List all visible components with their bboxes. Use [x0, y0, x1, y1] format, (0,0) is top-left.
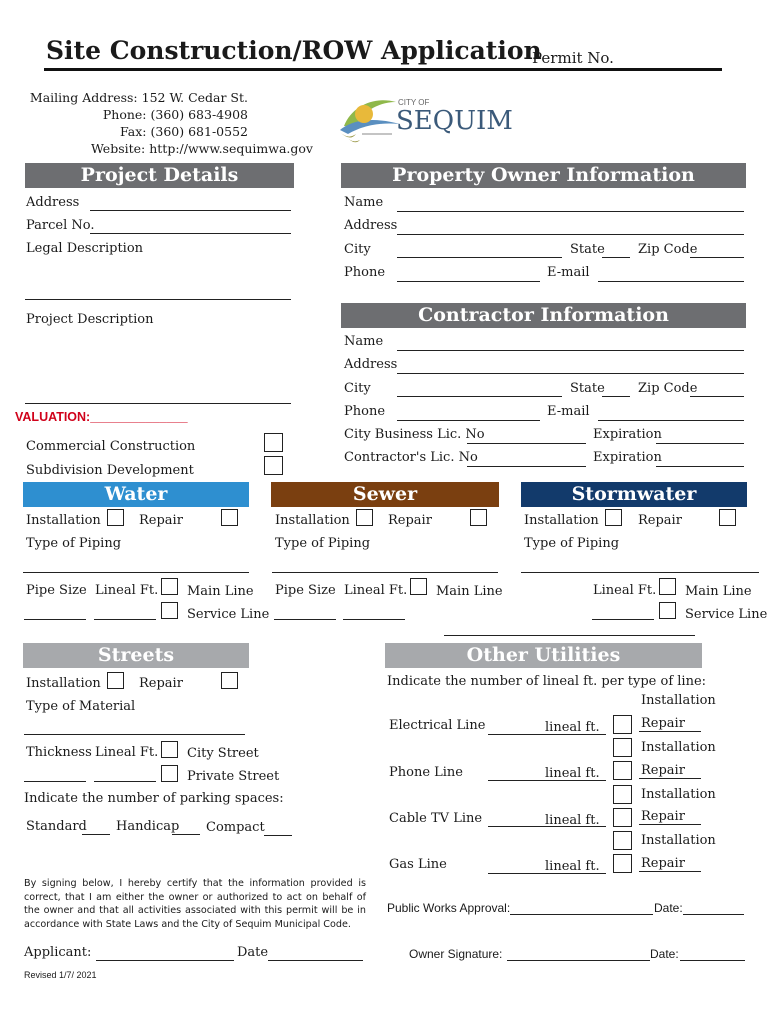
sewer-main-line-checkbox[interactable]	[410, 578, 427, 595]
city-street-label: City Street	[187, 746, 259, 761]
mailing-block: Mailing Address: 152 W. Cedar St. Phone: (360) 683-4908 Fax: (360) 681-0552 Website: http://www.sequimwa.gov	[29, 90, 313, 156]
business-lic-expiration-field[interactable]	[656, 443, 744, 444]
private-street-checkbox[interactable]	[161, 765, 178, 782]
revised-date: Revised 1/7/ 2021	[24, 970, 97, 980]
water-pipe-size-label: Pipe Size	[26, 583, 87, 598]
project-description-field[interactable]	[25, 403, 291, 404]
standard-label: Standard	[26, 819, 87, 834]
cable-installation-checkbox[interactable]	[613, 785, 632, 804]
contractor-state-label: State	[570, 381, 605, 396]
mailing-website: http://www.sequimwa.gov	[149, 141, 313, 156]
contractor-phone-label: Phone	[344, 404, 386, 419]
contractor-phone-field[interactable]	[397, 420, 540, 421]
parking-label: Indicate the number of parking spaces:	[24, 791, 284, 806]
streets-repair-checkbox[interactable]	[221, 672, 238, 689]
public-works-label: Public Works Approval:	[387, 901, 511, 915]
sewer-piping-field[interactable]	[272, 572, 498, 573]
owner-address-field[interactable]	[397, 234, 744, 235]
cable-repair-label: Repair	[641, 809, 685, 824]
owner-zip-field[interactable]	[690, 257, 744, 258]
title-rule	[44, 68, 722, 71]
gas-installation-checkbox[interactable]	[613, 831, 632, 850]
owner-name-label: Name	[344, 195, 384, 210]
parcel-label: Parcel No.	[26, 218, 95, 233]
owner-signature-label: Owner Signature:	[409, 947, 503, 961]
phone-installation-label: Installation	[641, 740, 716, 755]
owner-city-field[interactable]	[397, 257, 562, 258]
owner-address-label: Address	[344, 218, 398, 233]
phone-repair-label: Repair	[641, 763, 685, 778]
contractor-lic-expiration-label: Expiration	[593, 450, 662, 465]
contractor-address-field[interactable]	[397, 373, 744, 374]
sewer-pipe-size-field[interactable]	[274, 619, 336, 620]
commercial-checkbox[interactable]	[264, 433, 283, 452]
electrical-line-label: Electrical Line	[389, 718, 486, 733]
phone-installation-checkbox[interactable]	[613, 738, 632, 757]
owner-date-field[interactable]	[680, 960, 745, 961]
streets-lineal-field[interactable]	[94, 781, 156, 782]
water-repair-label: Repair	[139, 513, 183, 528]
storm-main-line-checkbox[interactable]	[659, 578, 676, 595]
contractor-lic-label: Contractor's Lic. No	[344, 450, 478, 465]
owner-zip-label: Zip Code	[638, 242, 698, 257]
business-lic-label: City Business Lic. No	[344, 427, 485, 442]
applicant-label: Applicant:	[24, 945, 92, 960]
handicap-label: Handicap	[116, 819, 180, 834]
electrical-installation-label: Installation	[641, 693, 716, 708]
contractor-lic-field[interactable]	[467, 466, 586, 467]
public-works-field[interactable]	[510, 914, 653, 915]
streets-thickness-field[interactable]	[24, 781, 86, 782]
storm-lineal-label: Lineal Ft.	[593, 583, 657, 598]
cable-repair-field[interactable]	[639, 824, 701, 825]
phone-line-label: Phone Line	[389, 765, 464, 780]
streets-material-field[interactable]	[24, 734, 245, 735]
project-details-header: Project Details	[25, 163, 294, 188]
contractor-email-field[interactable]	[598, 420, 744, 421]
storm-piping-field[interactable]	[521, 572, 759, 573]
legal-description-label: Legal Description	[26, 241, 144, 256]
water-piping-label: Type of Piping	[26, 536, 122, 551]
streets-installation-label: Installation	[26, 676, 101, 691]
electrical-repair-label: Repair	[641, 716, 685, 731]
storm-main-line-label: Main Line	[685, 584, 752, 599]
gas-repair-checkbox[interactable]	[613, 854, 632, 873]
compact-label: Compact	[206, 820, 265, 835]
electrical-lineal-ft: lineal ft.	[545, 720, 600, 735]
logo-name: SEQUIM	[396, 106, 513, 136]
sewer-header: Sewer	[271, 482, 499, 507]
subdivision-checkbox[interactable]	[264, 456, 283, 475]
contractor-city-label: City	[344, 381, 371, 396]
logo-city-of: CITY OF	[398, 98, 430, 107]
electrical-checkbox[interactable]	[613, 715, 632, 734]
valuation-label[interactable]: VALUATION:______________	[15, 410, 188, 424]
sewer-piping-label: Type of Piping	[275, 536, 371, 551]
water-repair-checkbox[interactable]	[221, 509, 238, 526]
subdivision-label: Subdivision Development	[26, 463, 194, 478]
mailing-fax: (360) 681-0552	[150, 124, 248, 139]
mailing-address: 152 W. Cedar St.	[141, 90, 248, 105]
owner-email-field[interactable]	[598, 281, 744, 282]
water-piping-field[interactable]	[23, 572, 249, 573]
sewer-repair-checkbox[interactable]	[470, 509, 487, 526]
stormwater-header: Stormwater	[521, 482, 747, 507]
gas-line-label: Gas Line	[389, 857, 447, 872]
city-street-checkbox[interactable]	[161, 741, 178, 758]
owner-city-label: City	[344, 242, 371, 257]
cable-lineal-ft: lineal ft.	[545, 813, 600, 828]
water-installation-label: Installation	[26, 513, 101, 528]
electrical-repair-field[interactable]	[639, 731, 701, 732]
owner-phone-field[interactable]	[397, 281, 540, 282]
project-description-label: Project Description	[26, 312, 154, 327]
permit-label: Permit No.	[532, 49, 614, 67]
project-address-field[interactable]	[90, 210, 291, 211]
water-pipe-size-field[interactable]	[24, 619, 86, 620]
page-title: Site Construction/ROW Application	[46, 36, 542, 65]
storm-repair-checkbox[interactable]	[719, 509, 736, 526]
compact-field[interactable]	[264, 835, 292, 836]
other-utilities-header: Other Utilities	[385, 643, 702, 668]
water-lineal-label: Lineal Ft.	[95, 583, 159, 598]
storm-installation-label: Installation	[524, 513, 599, 528]
owner-state-label: State	[570, 242, 605, 257]
water-main-line-label: Main Line	[187, 584, 254, 599]
mailing-phone: (360) 683-4908	[150, 107, 248, 122]
gas-repair-field[interactable]	[639, 871, 701, 872]
owner-date-label: Date:	[650, 947, 679, 961]
sewer-installation-label: Installation	[275, 513, 350, 528]
public-works-date-label: Date:	[654, 901, 683, 915]
sewer-repair-label: Repair	[388, 513, 432, 528]
sewer-installation-checkbox[interactable]	[356, 509, 373, 526]
storm-service-line-label: Service Line	[685, 607, 768, 622]
parcel-field[interactable]	[90, 233, 291, 234]
contractor-address-label: Address	[344, 357, 398, 372]
contractor-zip-label: Zip Code	[638, 381, 698, 396]
applicant-date-label: Date	[237, 945, 269, 960]
legal-description-field[interactable]	[25, 299, 291, 300]
water-service-line-label: Service Line	[187, 607, 270, 622]
sewer-lineal-field[interactable]	[343, 619, 405, 620]
owner-email-label: E-mail	[547, 265, 590, 280]
water-main-line-checkbox[interactable]	[161, 578, 178, 595]
contractor-city-field[interactable]	[397, 396, 562, 397]
owner-phone-label: Phone	[344, 265, 386, 280]
gas-installation-label: Installation	[641, 833, 716, 848]
standard-field[interactable]	[82, 834, 110, 835]
cable-repair-checkbox[interactable]	[613, 808, 632, 827]
commercial-label: Commercial Construction	[26, 439, 196, 454]
contractor-name-field[interactable]	[397, 350, 744, 351]
streets-material-label: Type of Material	[26, 699, 136, 714]
streets-thickness-label: Thickness	[26, 745, 92, 760]
public-works-date-field[interactable]	[683, 914, 744, 915]
business-lic-expiration-label: Expiration	[593, 427, 662, 442]
contractor-state-field[interactable]	[602, 396, 630, 397]
cable-installation-label: Installation	[641, 787, 716, 802]
storm-installation-checkbox[interactable]	[605, 509, 622, 526]
water-service-line-checkbox[interactable]	[161, 602, 178, 619]
storm-repair-label: Repair	[638, 513, 682, 528]
sewer-main-line-label: Main Line	[436, 584, 503, 599]
applicant-field[interactable]	[96, 960, 234, 961]
water-installation-checkbox[interactable]	[107, 509, 124, 526]
water-lineal-field[interactable]	[94, 619, 156, 620]
private-street-label: Private Street	[187, 769, 280, 784]
phone-lineal-ft: lineal ft.	[545, 766, 600, 781]
contractor-name-label: Name	[344, 334, 384, 349]
owner-state-field[interactable]	[602, 257, 630, 258]
storm-piping-label: Type of Piping	[524, 536, 620, 551]
owner-signature-field[interactable]	[507, 960, 650, 961]
owner-name-field[interactable]	[397, 211, 744, 212]
utilities-instruction: Indicate the number of lineal ft. per type of line:	[387, 674, 707, 689]
business-lic-field[interactable]	[467, 443, 586, 444]
contractor-email-label: E-mail	[547, 404, 590, 419]
gas-lineal-ft: lineal ft.	[545, 859, 600, 874]
certification-text: By signing below, I hereby certify that the information provided is correct, that I am either the owner or authorized to act on behalf of the owner and that all activities associated with this permit will be in accordance with State Laws and the City of Sequim Municipal Code.	[24, 878, 366, 930]
sewer-lineal-label: Lineal Ft.	[344, 583, 408, 598]
project-address-label: Address	[26, 195, 80, 210]
phone-repair-field[interactable]	[639, 778, 701, 779]
contractor-header: Contractor Information	[341, 303, 746, 328]
contractor-zip-field[interactable]	[690, 396, 744, 397]
sewer-pipe-size-label: Pipe Size	[275, 583, 336, 598]
streets-installation-checkbox[interactable]	[107, 672, 124, 689]
gas-repair-label: Repair	[641, 856, 685, 871]
storm-lineal-field[interactable]	[592, 619, 654, 620]
water-header: Water	[23, 482, 249, 507]
streets-repair-label: Repair	[139, 676, 183, 691]
owner-header: Property Owner Information	[341, 163, 746, 188]
sequim-logo	[334, 88, 513, 150]
storm-service-line-checkbox[interactable]	[659, 602, 676, 619]
streets-lineal-label: Lineal Ft.	[95, 745, 159, 760]
phone-repair-checkbox[interactable]	[613, 761, 632, 780]
cable-line-label: Cable TV Line	[389, 811, 483, 826]
streets-header: Streets	[23, 643, 249, 668]
applicant-date-field[interactable]	[268, 960, 363, 961]
separator-line	[444, 635, 695, 636]
handicap-field[interactable]	[172, 834, 200, 835]
contractor-lic-expiration-field[interactable]	[656, 466, 744, 467]
